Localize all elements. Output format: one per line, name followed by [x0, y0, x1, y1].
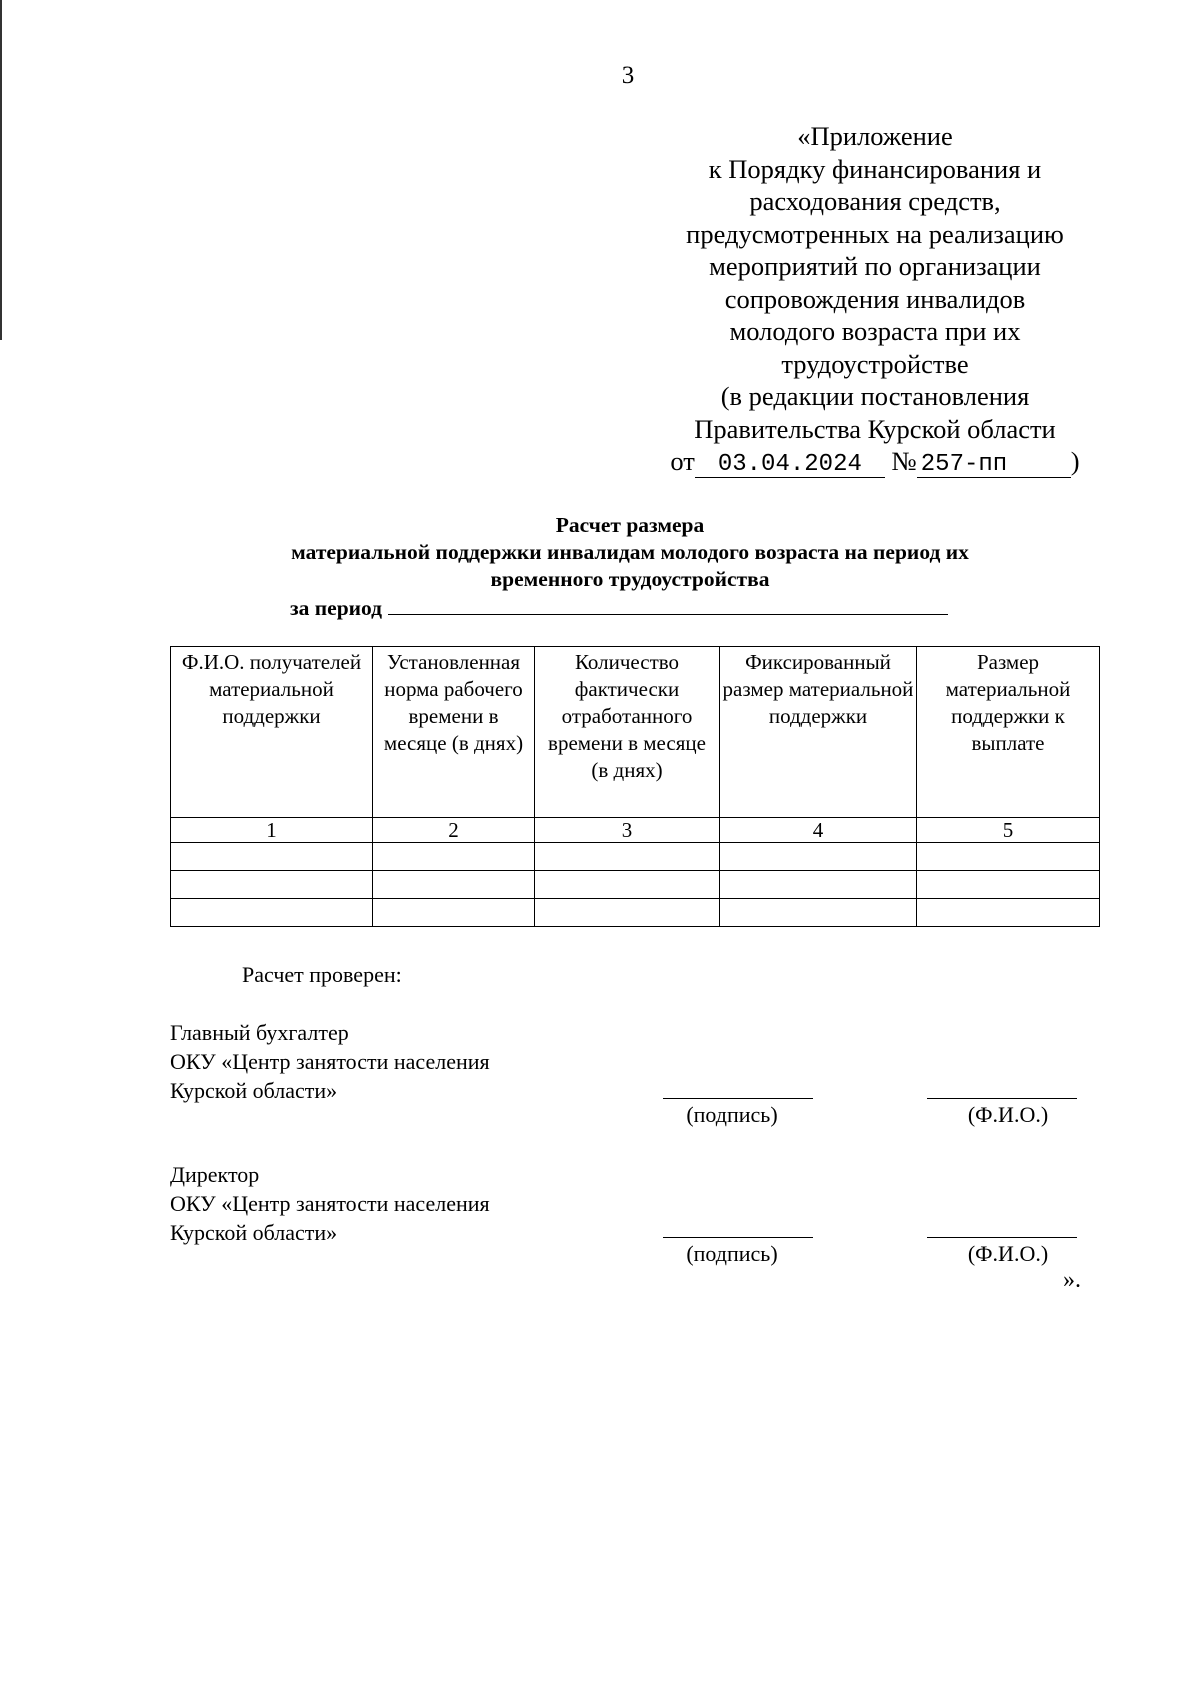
column-number: 2 [373, 818, 535, 843]
table-cell[interactable] [720, 871, 917, 899]
period-label: за период [290, 596, 383, 620]
title-line: Расчет размера [555, 513, 705, 537]
header-cell-norm: Установленная норма рабочего времени в месяце (в днях) [373, 647, 535, 818]
appendix-line: Правительства Курской области [694, 413, 1056, 444]
header-cell-worked: Количество фактически отработанного времени в месяце (в днях) [535, 647, 720, 818]
signatory-role: Главный бухгалтер [170, 1020, 349, 1045]
appendix-line: расходования средств, [749, 186, 1001, 216]
header-cell-fixed: Фиксированный размер материальной поддержки [720, 647, 917, 818]
signatory-org: ОКУ «Центр занятости населения [170, 1049, 490, 1074]
appendix-line: молодого возраста при их [729, 316, 1021, 346]
column-number: 1 [171, 818, 373, 843]
table-row [171, 871, 1100, 899]
verified-label: Расчет проверен: [242, 962, 402, 987]
title-line: временного трудоустройства [490, 567, 770, 591]
signature-line[interactable] [663, 1098, 813, 1099]
signature-caption: (подпись) [686, 1241, 778, 1266]
table-cell[interactable] [373, 899, 535, 927]
table-cell[interactable] [171, 843, 373, 871]
ref-close: ) [1070, 446, 1080, 476]
resolution-reference [640, 445, 1110, 478]
page-number: 3 [621, 62, 635, 89]
closing-quote: ». [1063, 1267, 1081, 1293]
table-cell[interactable] [373, 871, 535, 899]
calculation-table [170, 646, 1100, 927]
table-cell[interactable] [171, 899, 373, 927]
title-line: материальной поддержки инвалидам молодого возраста на период их [291, 540, 969, 564]
table-row [171, 843, 1100, 871]
signature-caption: (подпись) [686, 1102, 778, 1127]
ref-prefix: от [670, 446, 695, 476]
ref-number-sign: № [891, 446, 917, 476]
signatory-director [170, 1160, 490, 1247]
header-cell-recipient: Ф.И.О. получателей материальной поддержки [171, 647, 373, 818]
table-cell[interactable] [720, 843, 917, 871]
signatory-chief-accountant [170, 1018, 490, 1105]
period-field [290, 596, 948, 621]
column-number: 3 [535, 818, 720, 843]
column-number: 4 [720, 818, 917, 843]
appendix-line: предусмотренных на реализацию [686, 218, 1064, 249]
table-cell[interactable] [171, 871, 373, 899]
document-title [150, 512, 1110, 593]
signatory-org: Курской области» [170, 1078, 338, 1103]
table-cell[interactable] [535, 871, 720, 899]
table-cell[interactable] [535, 843, 720, 871]
column-number-row [171, 818, 1100, 843]
appendix-header [640, 120, 1110, 478]
name-caption: (Ф.И.О.) [967, 1102, 1049, 1127]
column-number: 5 [917, 818, 1100, 843]
table-cell[interactable] [917, 899, 1100, 927]
signature-line[interactable] [663, 1237, 813, 1238]
scan-margin-line [0, 0, 2, 340]
name-caption: (Ф.И.О.) [967, 1241, 1049, 1266]
signatory-org: Курской области» [170, 1220, 338, 1245]
header-cell-payout: Размер материальной поддержки к выплате [917, 647, 1100, 818]
table-cell[interactable] [373, 843, 535, 871]
appendix-line: мероприятий по организации [709, 251, 1041, 281]
appendix-line: трудоустройстве [781, 348, 969, 379]
table-cell[interactable] [917, 871, 1100, 899]
signatory-org: ОКУ «Центр занятости населения [170, 1191, 490, 1216]
appendix-line: «Приложение [797, 121, 953, 151]
name-line[interactable] [927, 1237, 1077, 1238]
table-cell[interactable] [535, 899, 720, 927]
period-blank-line[interactable] [388, 600, 948, 615]
table-header-row [171, 647, 1100, 818]
table-cell[interactable] [917, 843, 1100, 871]
appendix-line: (в редакции постановления [720, 381, 1030, 411]
table-cell[interactable] [720, 899, 917, 927]
table-row [171, 899, 1100, 927]
ref-number: 257-пп [917, 453, 1071, 478]
signatory-role: Директор [170, 1162, 260, 1187]
appendix-line: к Порядку финансирования и [708, 153, 1042, 184]
appendix-line: сопровождения инвалидов [724, 283, 1026, 314]
name-line[interactable] [927, 1098, 1077, 1099]
ref-date: 03.04.2024 [695, 453, 885, 478]
